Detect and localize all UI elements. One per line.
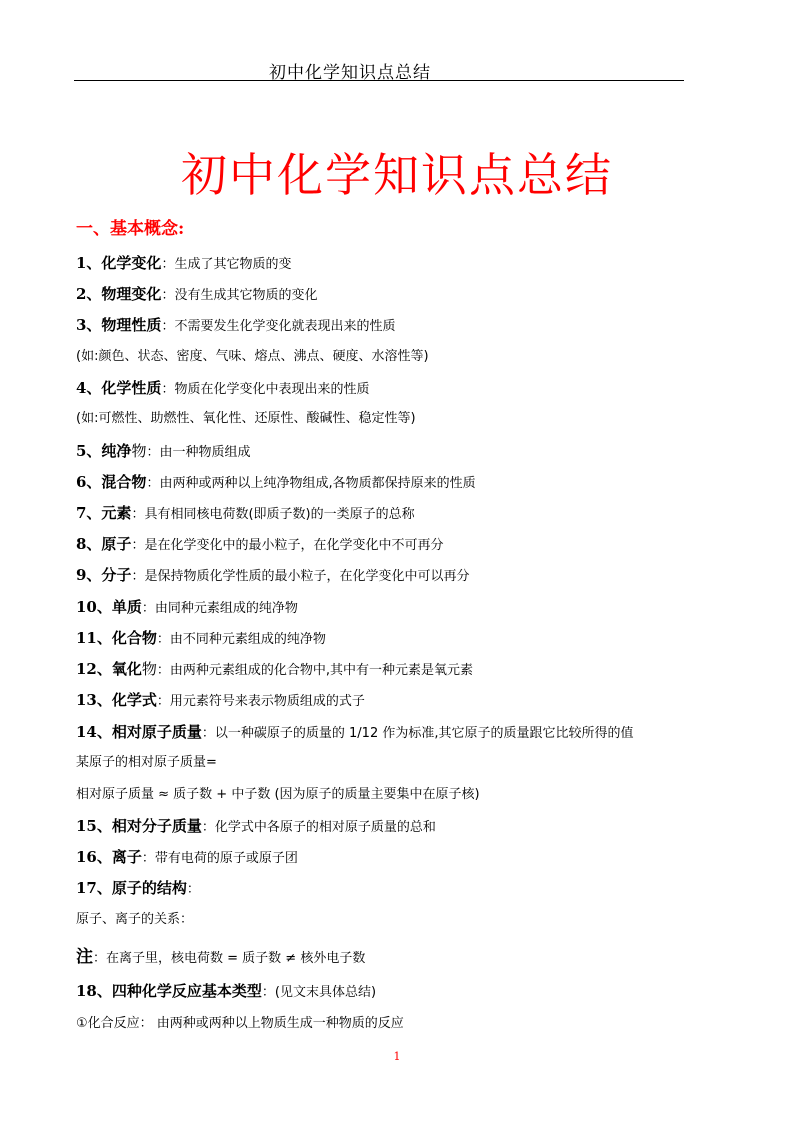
concept-definition: 由一种物质组成 (159, 445, 251, 460)
concept-term: 12、氧化 (76, 660, 142, 678)
formula-approx-line (76, 784, 480, 806)
concept-term: 3、物理性质 (76, 316, 162, 334)
concept-definition: 用元素符号来表示物质组成的式子 (169, 694, 365, 709)
term-separator: ： (141, 851, 155, 866)
concept-definition: (如:可燃性、助燃性、氧化性、还原性、酸碱性、稳定性等) (76, 411, 416, 426)
concept-item-5 (76, 440, 250, 464)
term-separator: ： (156, 663, 170, 678)
concept-term: 4、化学性质 (76, 379, 162, 397)
term-separator: ： (131, 538, 145, 553)
concept-term: 16、离子 (76, 848, 142, 866)
term-separator: ： (161, 319, 175, 334)
running-header: 初中化学知识点总结 (269, 63, 431, 83)
concept-definition: 由不同种元素组成的纯净物 (169, 632, 326, 647)
concept-term: 17、原子的结构 (76, 879, 187, 897)
concept-term-suffix: 物 (131, 442, 147, 460)
concept-item-8 (76, 533, 443, 557)
concept-term: 9、分子 (76, 566, 132, 584)
concept-term: 1、化学变化 (76, 254, 162, 272)
term-separator: ： (156, 694, 170, 709)
concept-definition: 带有电荷的原子或原子团 (154, 851, 298, 866)
concept-term: 5、纯净 (76, 442, 132, 460)
term-separator: ： (201, 820, 215, 835)
concept-term-suffix: 物 (141, 660, 157, 678)
concept-term: 6、混合物 (76, 473, 147, 491)
concept-item-10 (76, 596, 298, 620)
concept-term: 14、相对原子质量 (76, 723, 202, 741)
concept-definition: (见文末具体总结) (274, 985, 377, 1000)
term-separator: ： (156, 632, 170, 647)
term-separator: ： (186, 882, 200, 897)
term-separator: ： (201, 726, 215, 741)
concept-item-2 (76, 283, 317, 307)
concept-item-11 (76, 627, 326, 651)
concept-item-7 (76, 502, 415, 526)
concept-item-4 (76, 377, 369, 401)
concept-definition: 以一种碳原子的质量的 1/12 作为标准,其它原子的质量跟它比较所得的值 (214, 726, 634, 741)
concept-term: 8、原子 (76, 535, 132, 553)
concept-definition: 具有相同核电荷数(即质子数)的一类原子的总称 (144, 507, 415, 522)
concept-definition: 不需要发生化学变化就表现出来的性质 (174, 319, 396, 334)
term-separator: ： (161, 382, 175, 397)
page-number: 1 (393, 1050, 401, 1063)
section-heading-basic-concepts: 一、基本概念: (76, 219, 185, 239)
concept-item-13 (76, 689, 365, 713)
concept-definition: 由两种元素组成的化合物中,其中有一种元素是氧元素 (169, 663, 474, 678)
concept-note (76, 346, 429, 368)
concept-term: 13、化学式 (76, 691, 157, 709)
concept-term: 10、单质 (76, 598, 142, 616)
concept-item-6 (76, 471, 476, 495)
concept-definition: 没有生成其它物质的变化 (174, 288, 318, 303)
term-separator: ： (93, 951, 107, 966)
atom-ion-relation (76, 909, 193, 931)
concept-definition: 原子、离子的关系： (76, 912, 194, 927)
concept-item-12 (76, 658, 473, 682)
concept-term: 15、相对分子质量 (76, 817, 202, 835)
concept-definition: 在离子里，核电荷数 = 质子数 ≠ 核外电子数 (106, 951, 366, 966)
formula-line (76, 752, 217, 774)
term-separator: ： (146, 445, 160, 460)
document-title: 初中化学知识点总结 (181, 148, 613, 202)
concept-item-15 (76, 815, 436, 839)
concept-definition: 相对原子质量 ≈ 质子数 + 中子数 (因为原子的质量主要集中在原子核) (76, 787, 480, 802)
reaction-type-1 (76, 1013, 404, 1035)
term-separator: ： (131, 569, 145, 584)
note-line (76, 946, 365, 970)
concept-definition: 由同种元素组成的纯净物 (154, 601, 298, 616)
concept-item-16 (76, 846, 298, 870)
term-separator: ： (261, 985, 275, 1000)
concept-term: 18、四种化学反应基本类型 (76, 982, 262, 1000)
concept-definition: 某原子的相对原子质量= (76, 755, 217, 770)
note-label: 注 (76, 947, 93, 967)
concept-term: 11、化合物 (76, 629, 157, 647)
concept-definition: 物质在化学变化中表现出来的性质 (174, 382, 370, 397)
concept-definition: 是保持物质化学性质的最小粒子，在化学变化中可以再分 (144, 569, 470, 584)
term-separator: ： (131, 507, 145, 522)
concept-definition: 生成了其它物质的变 (174, 257, 292, 272)
concept-term: 2、物理变化 (76, 285, 162, 303)
concept-item-3 (76, 314, 395, 338)
concept-note (76, 408, 416, 430)
concept-item-18 (76, 980, 376, 1004)
term-separator: ： (146, 476, 160, 491)
concept-item-14 (76, 721, 633, 745)
concept-definition: 是在化学变化中的最小粒子，在化学变化中不可再分 (144, 538, 444, 553)
concept-definition: 由两种或两种以上纯净物组成,各物质都保持原来的性质 (159, 476, 476, 491)
concept-definition: ①化合反应： 由两种或两种以上物质生成一种物质的反应 (76, 1016, 404, 1031)
term-separator: ： (161, 257, 175, 272)
concept-term: 7、元素 (76, 504, 132, 522)
term-separator: ： (141, 601, 155, 616)
concept-definition: 化学式中各原子的相对原子质量的总和 (214, 820, 436, 835)
concept-item-9 (76, 564, 469, 588)
concept-item-17 (76, 877, 200, 901)
header-divider (74, 80, 684, 81)
concept-definition: (如:颜色、状态、密度、气味、熔点、沸点、硬度、水溶性等) (76, 349, 429, 364)
concept-item-1 (76, 252, 291, 276)
term-separator: ： (161, 288, 175, 303)
